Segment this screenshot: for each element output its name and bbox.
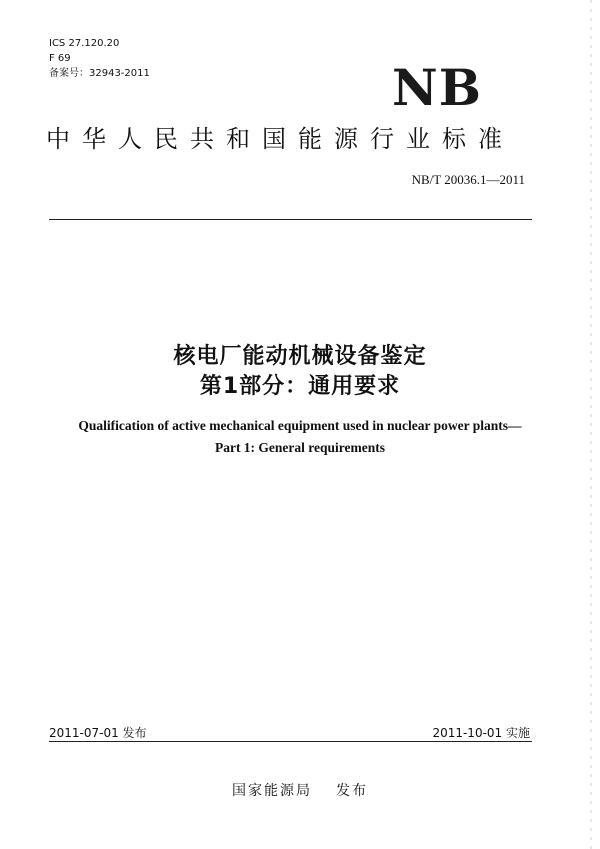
issuer-line [0, 780, 600, 800]
title-chinese-line-1: 核电厂能动机械设备鉴定 [173, 344, 427, 369]
title-english-line-2: Part 1: General requirements [214, 440, 386, 455]
issuer-action: 发布 [336, 783, 368, 799]
standard-classification: 中华人民共和国能源行业标准 [46, 125, 514, 153]
bottom-divider [49, 741, 532, 742]
ics-code: ICS 27.120.20 [49, 38, 120, 49]
nb-logo: NB [392, 58, 482, 117]
ccs-code: F 69 [49, 53, 71, 64]
record-number: 备案号：32943-2011 [49, 68, 150, 79]
title-chinese-line-2: 第1部分：通用要求 [199, 374, 401, 399]
effective-date: 2011-10-01 实施 [432, 726, 530, 740]
title-english-line-1: Qualification of active mechanical equipment used in nuclear power plants— [78, 418, 522, 433]
standard-number: NB/T 20036.1—2011 [411, 172, 525, 187]
issuer-name: 国家能源局 [232, 783, 312, 799]
publish-date: 2011-07-01 发布 [49, 726, 147, 740]
top-divider [49, 219, 532, 220]
